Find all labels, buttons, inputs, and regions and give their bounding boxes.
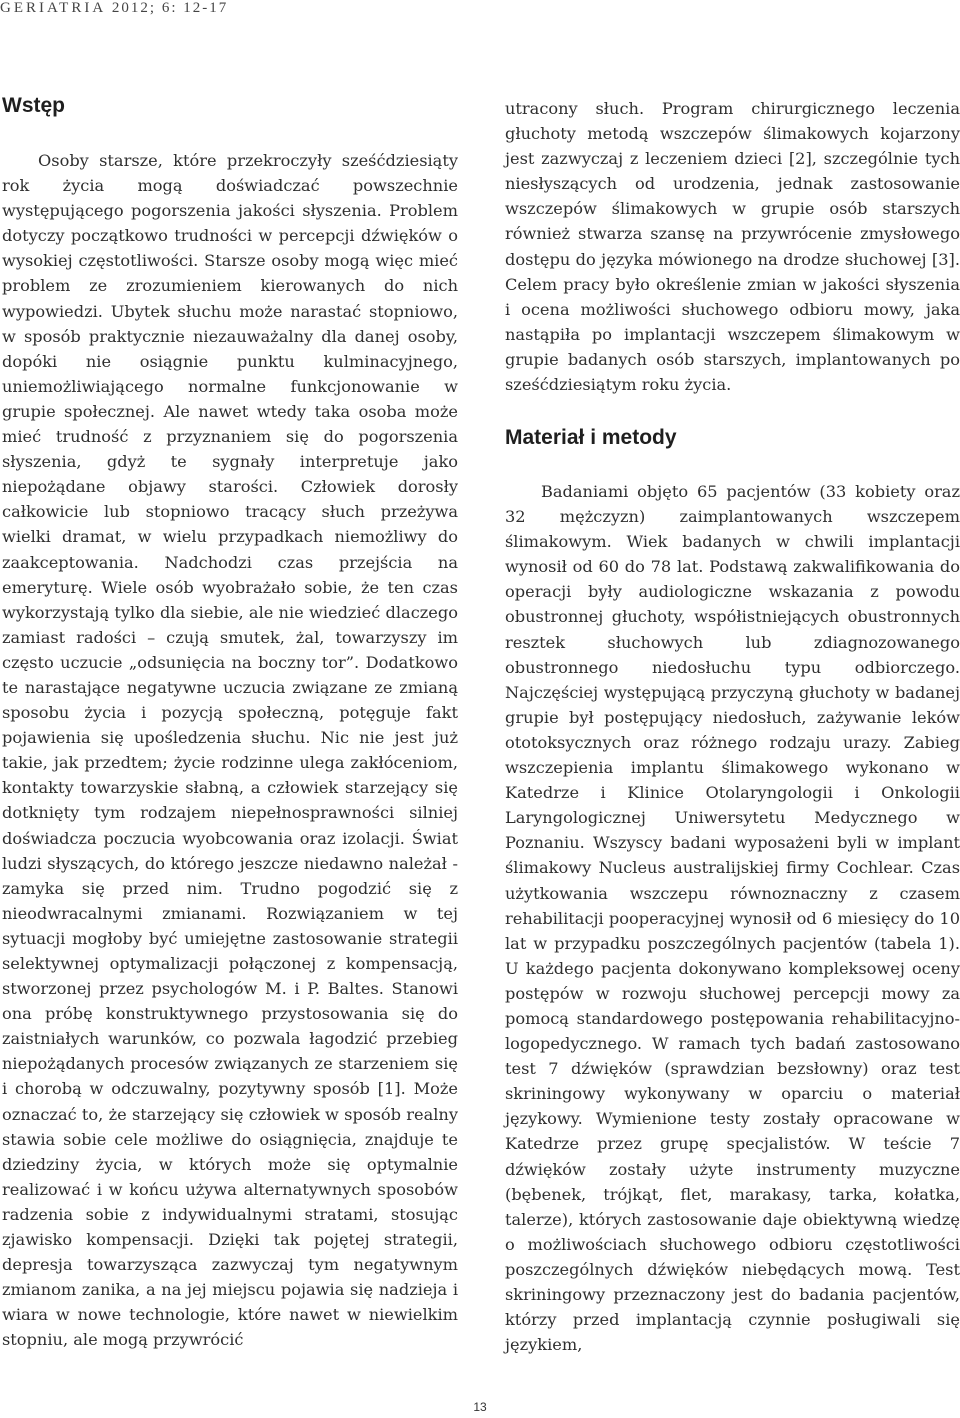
introduction-paragraph: Osoby starsze, które przekroczyły sześćdziesiąty rok życia mogą doświadczać powszechnie występującego pogorszenia jakości słyszenia. Problem dotyczy początkowo trudności w percepcji dźwięków o wysokiej częstotliwości. Starsze osoby mogą więc mieć problem ze zrozumieniem kierowanych do nich wypowiedzi. Ubytek słuchu może narastać stopniowo, w sposób praktycznie niezauważalny dla danej osoby, dopóki nie osiągnie punktu kulminacyjnego, uniemożliwiającego normalne funkcjonowanie w grupie społecznej. Ale nawet wtedy taka osoba może mieć trudność z przyznaniem się do pogorszenia słyszenia, gdyż te sygnały interpretuje jako niepożądane objawy starości. Człowiek dorosły całkowicie lub stopniowo tracący słuch przeżywa wielki dramat, w wielu przypadkach niemożliwy do zaakceptowania. Nadchodzi czas przejścia na emeryturę. Wiele osób wyobrażało sobie, że ten czas wykorzystają tylko dla siebie, ale nie wiedzieć dlaczego zamiast radości – czują smutek, żal, towarzyszy im często uczucie „odsunięcia na boczny tor”. Dodatkowo te narastające negatywne uczucia związane ze zmianą sposobu życia i pozycją społeczną, potęguje fakt pojawienia się upośledzenia słuchu. Nic nie jest już takie, jak przedtem; życie rodzinne ulega zakłóceniom, kontakty towarzyskie słabną, a człowiek starzejący się dotknięty tym rodzajem niepełnosprawności silniej doświadcza poczucia wyobcowania oraz izolacji. Świat ludzi słyszących, do którego jeszcze niedawno należał - zamyka się przed nim. Trudno pogodzić się z nieodwracalnymi zmianami. Rozwiązaniem w tej sytuacji mogłoby być umiejętne zastosowanie strategii selektywnej optymalizacji połączonej z kompensacją, stworzonej przez psychologów M. i P. Baltes. Stanowi ona próbę konstruktywnego przystosowania się do zaistniałych warunków, co pozwala łagodzić przebieg niepożądanych procesów związanych ze starzeniem się i chorobą w odczuwalny, pozytywny sposób [1]. Może oznaczać to, że starzejący się człowiek w sposób realny stawia sobie cele możliwe do osiągnięcia, znajduje te dziedziny życia, w których może się optymalnie realizować i w końcu używa alternatywnych sposobów radzenia sobie z indywidualnymi stratami, stosując zjawisko kompensacji. Dzięki tak pojętej strategii, depresja towarzysząca zazwyczaj tym negatywnym zmianom zanika, a na jej miejscu pojawia się nadzieja i wiara w nowe technologie, które nawet w niewielkim stopniu, ale mogą przywrócić <box>2 151 458 1350</box>
page-number: 13 <box>473 1400 487 1414</box>
introduction-continuation: utracony słuch. Program chirurgicznego leczenia głuchoty metodą wszczepów ślimakowych kojarzony jest zazwyczaj z leczeniem dzieci [2], szczególnie tych niesłyszących od urodzenia, jednak zastosowanie wszczepów ślimakowych w grupie osób starszych również stwarza szansę na przywrócenie zmysłowego dostępu do języka mówionego na drodze słuchowej [3]. Celem pracy było określenie zmian w jakości słyszenia i ocena możliwości słuchowego odbioru mowy, jaka nastąpiła po implantacji wszczepem ślimakowym w grupie badanych osób starszych, implantowanych po sześćdziesiątym roku życia. <box>505 99 960 395</box>
section-heading-introduction: Wstęp <box>2 94 65 117</box>
journal-name: GERIATRIA <box>0 0 107 16</box>
methods-paragraph: Badaniami objęto 65 pacjentów (33 kobiety oraz 32 mężczyzn) zaimplantowanych wszczepem ślimakowym. Wiek badanych w chwili implantacji wynosił od 60 do 78 lat. Podstawą zakwalifikowania do operacji były audiologiczne wskazania z powodu obustronnej głuchoty, współistniejących obustronnych resztek słuchowych lub zdiagnozowanego obustronnego niedosłuchu typu odbiorczego. Najczęściej występującą przyczyną głuchoty w badanej grupie był postępujący niedosłuch, zażywanie leków ototoksycznych oraz różnego rodzaju urazy. Zabieg wszczepienia implantu ślimakowego wykonano w Katedrze i Klinice Otolaryngologii i Onkologii Laryngologicznej Uniwersytetu Medycznego w Poznaniu. Wszyscy badani wyposażeni byli w implant ślimakowy Nucleus australijskiej firmy Cochlear. Czas użytkowania wszczepu równoznaczny z czasem rehabilitacji pooperacyjnej wynosił od 6 miesięcy do 10 lat w przypadku poszczególnych pacjentów (tabela 1). U każdego pacjenta dokonywano kompleksowej oceny postępów w rozwoju słuchowej percepcji mowy za pomocą standardowego postępowania rehabilitacyjno-logopedycznego. W ramach tych badań zastosowano test 7 dźwięków (sprawdzian bezsłowny) oraz test skriningowy wykonywany w oparciu o materiał językowy. Wymienione testy zostały opracowane w Katedrze przez grupę specjalistów. W teście 7 dźwięków zostały użyte instrumenty muzyczne (bębenek, trójkąt, flet, marakasy, tarka, kołatka, talerze), których zastosowanie daje obiektywną wiedzę o możliwościach słuchowego odbioru częstotliwości poszczególnych dźwięków niebędących mową. Test skriningowy przeznaczony jest do badania pacjentów, którzy przed implantacją czynnie posługiwali się językiem, <box>505 482 960 1355</box>
section-heading-methods: Materiał i metody <box>505 426 677 449</box>
running-header <box>0 0 228 16</box>
citation: 2012; 6: 12-17 <box>111 0 229 16</box>
